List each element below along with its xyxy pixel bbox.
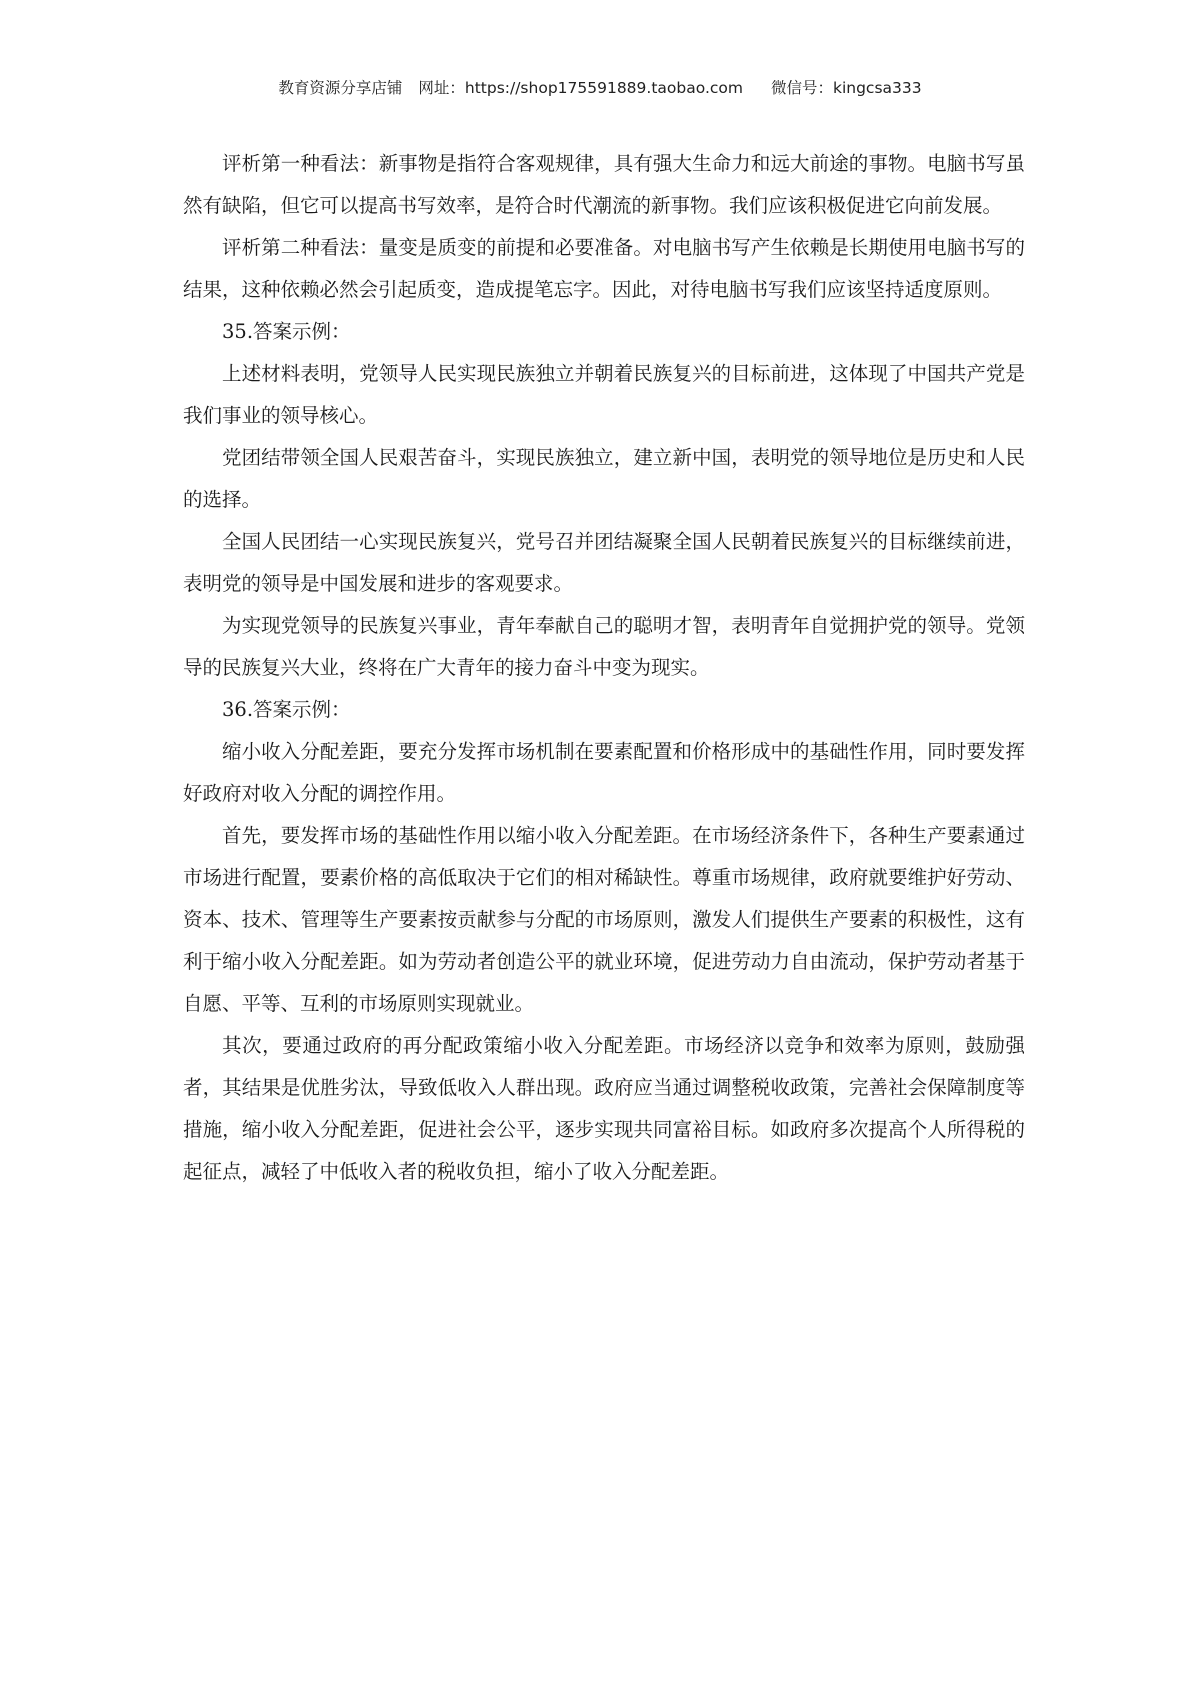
header-shop-name: 教育资源分享店铺 xyxy=(278,79,403,97)
paragraph-answer-36-first: 首先，要发挥市场的基础性作用以缩小收入分配差距。在市场经济条件下，各种生产要素通过市场进行配置，要素价格的高低取决于它们的相对稀缺性。尊重市场规律，政府就要维护好劳动、资本、技术、管理等生产要素按贡献参与分配的市场原则，激发人们提供生产要素的积极性，这有利于缩小收入分配差距。如为劳动者创造公平的就业环境，促进劳动力自由流动，保护劳动者基于自愿、平等、互利的市场原则实现就业。 xyxy=(183,824,1025,1015)
header-url: 网址：https://shop175591889.taobao.com xyxy=(418,79,743,97)
paragraph-answer-35-point-3: 为实现党领导的民族复兴事业，青年奉献自己的聪明才智，表明青年自觉拥护党的领导。党领导的民族复兴大业，终将在广大青年的接力奋斗中变为现实。 xyxy=(183,614,1025,679)
header-wechat: 微信号：kingcsa333 xyxy=(770,79,922,97)
paragraph-answer-36-second: 其次，要通过政府的再分配政策缩小收入分配差距。市场经济以竞争和效率为原则，鼓励强者，其结果是优胜劣汰，导致低收入人群出现。政府应当通过调整税收政策，完善社会保障制度等措施，缩小收入分配差距，促进社会公平，逐步实现共同富裕目标。如政府多次提高个人所得税的起征点，减轻了中低收入者的税收负担，缩小了收入分配差距。 xyxy=(183,1034,1025,1183)
paragraph-evaluation-view-2: 评析第二种看法：量变是质变的前提和必要准备。对电脑书写产生依赖是长期使用电脑书写的结果，这种依赖必然会引起质变，造成提笔忘字。因此，对待电脑书写我们应该坚持适度原则。 xyxy=(183,236,1025,301)
heading-answer-36: 36.答案示例： xyxy=(222,698,351,721)
paragraph-answer-36-intro: 缩小收入分配差距，要充分发挥市场机制在要素配置和价格形成中的基础性作用，同时要发挥好政府对收入分配的调控作用。 xyxy=(183,740,1025,805)
paragraph-answer-35-point-2: 全国人民团结一心实现民族复兴，党号召并团结凝聚全国人民朝着民族复兴的目标继续前进，表明党的领导是中国发展和进步的客观要求。 xyxy=(183,530,1025,595)
page-header xyxy=(0,76,1200,98)
heading-answer-35: 35.答案示例： xyxy=(222,320,351,343)
paragraph-answer-35-intro: 上述材料表明，党领导人民实现民族独立并朝着民族复兴的目标前进，这体现了中国共产党是我们事业的领导核心。 xyxy=(183,362,1025,427)
paragraph-evaluation-view-1: 评析第一种看法：新事物是指符合客观规律，具有强大生命力和远大前途的事物。电脑书写虽然有缺陷，但它可以提高书写效率，是符合时代潮流的新事物。我们应该积极促进它向前发展。 xyxy=(183,152,1025,217)
paragraph-answer-35-point-1: 党团结带领全国人民艰苦奋斗，实现民族独立，建立新中国，表明党的领导地位是历史和人民的选择。 xyxy=(183,446,1025,511)
document-body xyxy=(183,143,1025,1193)
